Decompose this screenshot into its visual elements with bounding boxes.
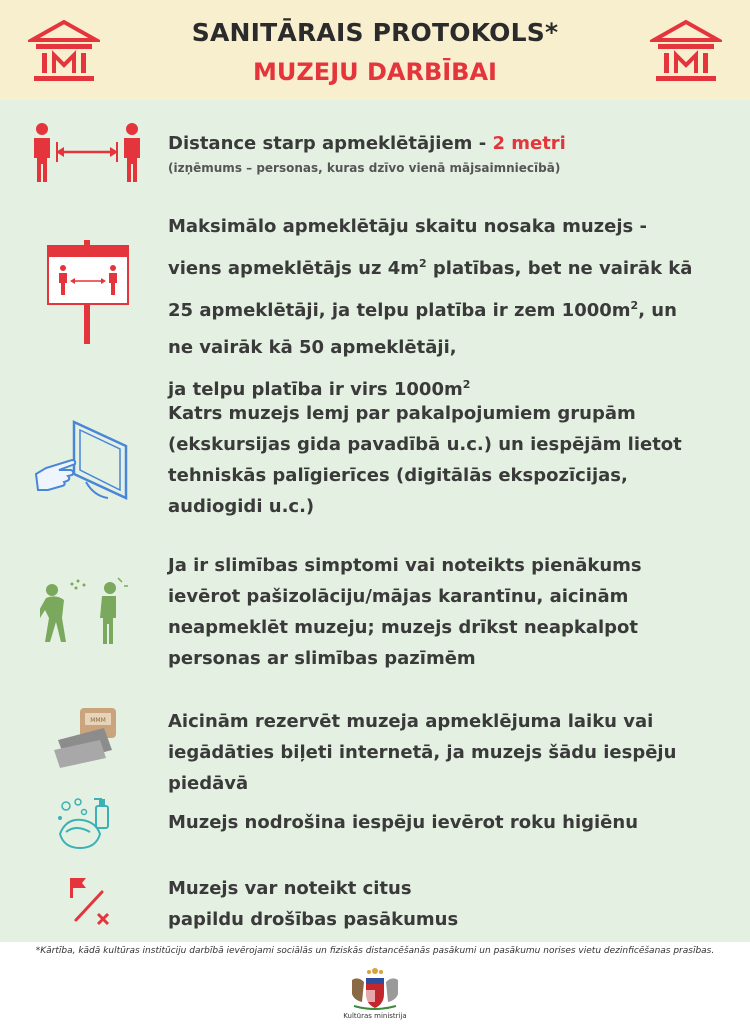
rule-symptoms	[168, 550, 642, 674]
sick-person-icon	[40, 576, 130, 648]
touchscreen-icon	[34, 418, 134, 502]
rule-tickets-line: Aicinām rezervēt muzeja apmeklējuma laiku vai	[168, 711, 654, 732]
svg-text:MMM: MMM	[90, 717, 106, 724]
rule-symptoms-line: personas ar slimības pazīmēm	[168, 648, 476, 669]
rule-groups	[168, 398, 682, 522]
rule-symptoms-line: neapmeklēt muzeju; muzejs drīkst neapkalpot	[168, 617, 639, 638]
rule-groups-line: audiogidi u.c.)	[168, 496, 315, 517]
rule-capacity-line: ne vairāk kā 50 apmeklētāji,	[168, 337, 457, 358]
rule-distance-exception: (izņēmums – personas, kuras dzīvo vienā mājsaimniecībā)	[168, 161, 561, 175]
rule-distance-text: Distance starp apmeklētājiem -	[168, 133, 493, 154]
rule-distance-value: 2 metri	[492, 133, 566, 154]
page-subtitle: MUZEJU DARBĪBAI	[253, 58, 497, 86]
rule-capacity	[168, 208, 692, 408]
hand-washing-icon	[56, 794, 114, 852]
rule-groups-line: Katrs muzejs lemj par pakalpojumiem grupām	[168, 403, 636, 424]
rule-additional	[168, 873, 458, 935]
rule-symptoms-line: ievērot pašizolāciju/mājas karantīnu, aicinām	[168, 586, 629, 607]
rule-capacity-line: viens apmeklētājs uz $4m^2$ platības, bet ne vairāk kā	[168, 257, 693, 279]
rule-capacity-line: Maksimālo apmeklētāju skaitu nosaka muzejs -	[168, 216, 647, 237]
museum-building-icon	[650, 18, 722, 84]
distance-people-icon	[30, 122, 148, 184]
ministry-name: Kultūras ministrija	[343, 1012, 407, 1020]
page-title: SANITĀRAIS PROTOKOLS*	[191, 18, 559, 47]
rule-hygiene-line: Muzejs nodrošina iespēju ievērot roku higiēnu	[168, 812, 639, 833]
coat-of-arms-icon	[346, 966, 404, 1010]
rule-additional-line: papildu drošības pasākumus	[168, 909, 459, 930]
header-banner	[0, 0, 750, 100]
rule-additional-line: Muzejs var noteikt citus	[168, 878, 412, 899]
rule-capacity-line: 25 apmeklētāji, ja telpu platība ir zem $1000m^2$, un	[168, 299, 677, 321]
rule-tickets-line: iegādāties biļeti internetā, ja muzejs šādu iespēju piedāvā	[168, 742, 677, 794]
rules-panel	[0, 100, 750, 942]
capacity-sign-icon	[46, 240, 130, 344]
rule-capacity-line: ja telpu platība ir virs $1000m^2$	[168, 378, 471, 400]
rule-symptoms-line: Ja ir slimības simptomi vai noteikts pienākums	[168, 555, 642, 576]
footnote: *Kārtība, kādā kultūras institūciju darbībā ievērojami sociālās un fiziskās distancēšanās pasākumi un pasākumu norises vietu dezinficēšanas prasības.	[35, 946, 715, 956]
ticket-icon	[52, 706, 124, 768]
rule-hygiene	[168, 807, 638, 838]
rule-tickets	[168, 706, 750, 799]
rule-distance	[168, 128, 566, 177]
flag-cross-icon	[68, 876, 114, 926]
rule-groups-line: tehniskās palīgierīces (digitālās ekspozīcijas,	[168, 465, 628, 486]
rule-groups-line: (ekskursijas gida pavadībā u.c.) un iespējām lietot	[168, 434, 682, 455]
